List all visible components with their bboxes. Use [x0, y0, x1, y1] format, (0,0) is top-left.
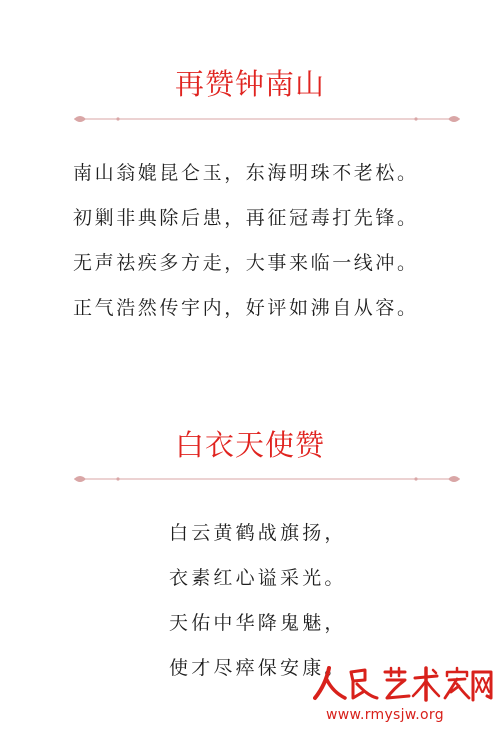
- poem-line: 南山翁媲昆仑玉，东海明珠不老松。: [73, 162, 419, 184]
- poem-line: 使才尽瘁保安康。: [169, 657, 347, 679]
- poem-line: 无声祛疾多方走，大事来临一线冲。: [73, 252, 419, 274]
- site-url[interactable]: www.rmysjw.org: [326, 707, 444, 723]
- poem-line: 衣素红心谥采光。: [169, 567, 347, 589]
- title-divider-2: [74, 472, 460, 486]
- poem-title-2: 白衣天使赞: [174, 428, 325, 462]
- rmysjw-logo-icon: [313, 664, 493, 704]
- poem-title-1: 再赞钟南山: [174, 67, 325, 101]
- poem-line: 初剿非典除后患，再征冠毒打先锋。: [73, 207, 419, 229]
- title-divider-1: [74, 112, 460, 126]
- poem-line: 正气浩然传宇内，好评如沸自从容。: [73, 297, 419, 319]
- poem-line: 白云黄鹤战旗扬，: [169, 522, 347, 544]
- poem-line: 天佑中华降鬼魅，: [169, 612, 347, 634]
